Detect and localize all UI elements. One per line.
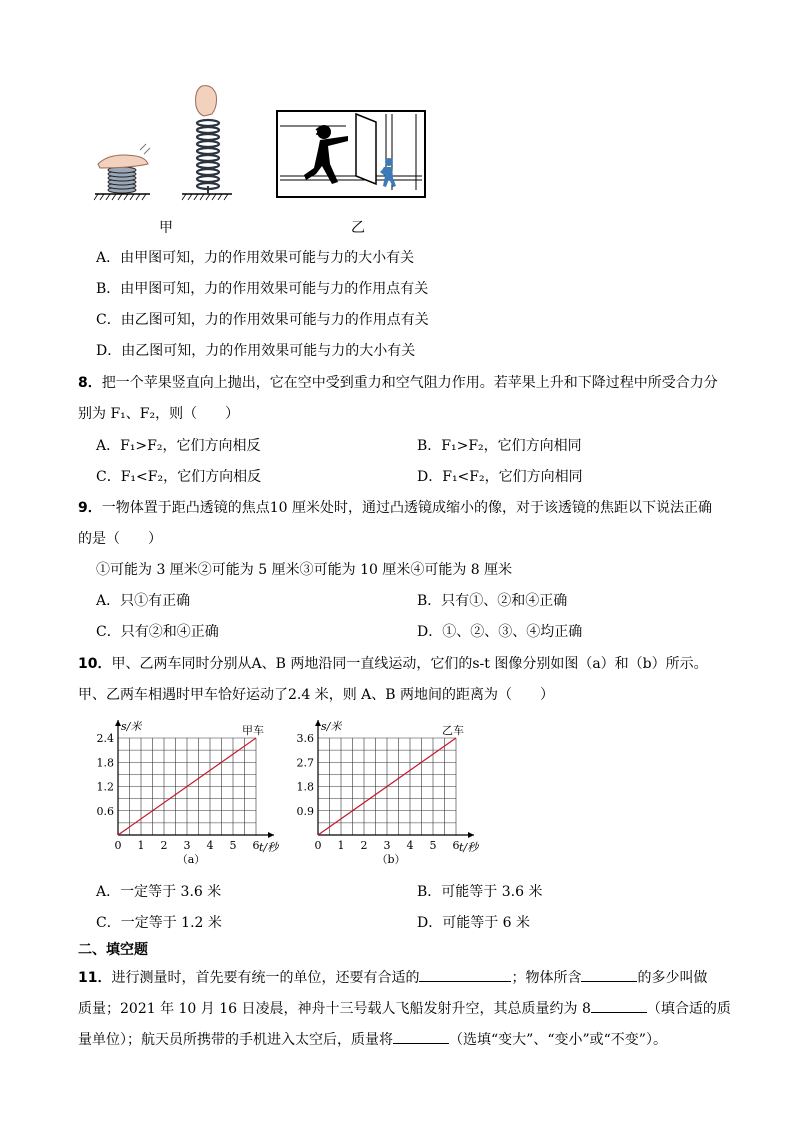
q9-statements: ①可能为 3 厘米②可能为 5 厘米③可能为 10 厘米④可能为 8 厘米 (96, 562, 513, 578)
q8-option-a: A．F₁>F₂，它们方向相反 (96, 438, 261, 454)
q11-text-1b: ；物体所含 (511, 970, 582, 986)
q9-option-c: C．只有②和④正确 (96, 624, 219, 640)
x-tick-label: 0 (314, 839, 322, 852)
y-tick-label: 3.6 (296, 732, 314, 745)
q9-text: 一物体置于距凸透镜的焦点10 厘米处时，通过凸透镜成缩小的像，对于该透镜的焦距以下说法正确 (101, 500, 713, 516)
q11-number: 11． (78, 970, 112, 986)
q8-option-b: B．F₁>F₂，它们方向相同 (417, 438, 582, 454)
y-tick-label: 1.8 (96, 756, 114, 770)
y-tick-label: 2.7 (296, 756, 314, 770)
q11-blank-3[interactable] (591, 998, 647, 1013)
chart-caption: （a） (176, 853, 206, 866)
x-tick-label: 2 (360, 839, 368, 852)
x-axis-arrow (468, 832, 474, 838)
compressed-spring-illustration (94, 144, 150, 200)
q11-line2 (78, 998, 731, 1019)
q9-number: 9． (78, 500, 102, 516)
q11-blank-2[interactable] (581, 967, 637, 982)
q8-option-c: C．F₁<F₂，它们方向相反 (96, 469, 262, 485)
q10-option-c: C．一定等于 1.2 米 (96, 915, 222, 931)
y-axis-label: s/米 (321, 720, 342, 733)
q7-option-d: D．由乙图可知，力的作用效果可能与力的大小有关 (96, 343, 416, 359)
y-tick-label: 1.2 (96, 780, 114, 794)
q9-stem-line2: 的是（ ） (78, 531, 162, 547)
q10-text: 甲、乙两车同时分别从A、B 两地沿同一直线运动，它们的s-t 图像分别如图（a）和（b）所示。 (111, 656, 708, 672)
q11-text-3b: （选填“变大”、“变小”或“不变”）。 (449, 1032, 667, 1048)
x-tick-label: 3 (383, 839, 391, 852)
y-tick-label: 0.9 (296, 804, 314, 818)
y-axis-label: s/米 (121, 720, 142, 733)
x-axis-label: t/秒 (259, 841, 279, 854)
x-tick-label: 5 (229, 839, 237, 852)
y-tick-label: 1.8 (296, 780, 314, 794)
x-tick-label: 6 (252, 839, 260, 852)
figure-jia (90, 84, 240, 202)
q9-option-a: A．只①有正确 (96, 593, 191, 609)
q7-option-c: C．由乙图可知，力的作用效果可能与力的作用点有关 (96, 312, 429, 328)
series-name-label: 甲车 (242, 724, 264, 737)
q10-stem-line1 (78, 654, 708, 674)
x-tick-label: 4 (406, 839, 414, 852)
x-axis-arrow (268, 832, 274, 838)
q8-text: 把一个苹果竖直向上抛出，它在空中受到重力和空气阻力作用。若苹果上升和下降过程中所受合力分 (101, 375, 718, 391)
q11-text-2a: 质量；2021 年 10 月 16 日凌晨，神舟十三号载人飞船发射升空，其总质量约为 8 (78, 1001, 591, 1017)
x-tick-label: 6 (452, 839, 460, 852)
figure-label-jia: 甲 (159, 220, 173, 236)
q8-option-d: D．F₁<F₂，它们方向相同 (417, 469, 583, 485)
q11-blank-4[interactable] (393, 1029, 449, 1044)
stretched-spring-illustration (182, 86, 232, 200)
q8-number: 8． (78, 375, 102, 391)
x-tick-label: 4 (206, 839, 214, 852)
chart-a-jia (88, 718, 298, 868)
q10-stem-line2: 甲、乙两车相遇时甲车恰好运动了2.4 米，则 A、B 两地间的距离为（ ） (78, 687, 555, 703)
figure-yi (276, 110, 426, 198)
x-tick-label: 5 (429, 839, 437, 852)
series-name-label: 乙车 (442, 724, 464, 737)
y-tick-label: 0.6 (96, 804, 114, 818)
q8-stem-line2: 别为 F₁、F₂，则（ ） (78, 406, 240, 422)
q10-option-a: A．一定等于 3.6 米 (96, 884, 222, 900)
q9-stem-line1 (78, 498, 712, 518)
figure-label-yi: 乙 (351, 220, 365, 236)
section-title-fill-in: 二、填空题 (78, 942, 148, 958)
x-tick-label: 1 (137, 839, 145, 852)
q11-blank-1[interactable] (419, 967, 511, 982)
x-tick-label: 2 (160, 839, 168, 852)
q11-text-2b: （填合适的质 (646, 1001, 731, 1017)
x-axis-label: t/秒 (459, 841, 479, 854)
q7-option-a: A．由甲图可知，力的作用效果可能与力的大小有关 (96, 250, 415, 266)
chart-b-yi (288, 718, 498, 868)
q8-stem-line1 (78, 373, 718, 393)
x-tick-label: 1 (337, 839, 345, 852)
q10-option-d: D．可能等于 6 米 (417, 915, 531, 931)
q11-line3 (78, 1029, 667, 1050)
q11-text-1a: 进行测量时，首先要有统一的单位，还要有合适的 (111, 970, 420, 986)
q11-text-3a: 量单位）；航天员所携带的手机进入太空后，质量将 (78, 1032, 393, 1048)
q11-line1 (78, 967, 707, 988)
y-tick-label: 2.4 (96, 732, 114, 745)
q10-number: 10． (78, 656, 112, 672)
q9-option-d: D．①、②、③、④均正确 (417, 624, 583, 640)
q7-option-b: B．由甲图可知，力的作用效果可能与力的作用点有关 (96, 281, 429, 297)
chart-caption: （b） (376, 853, 406, 866)
x-tick-label: 3 (183, 839, 191, 852)
x-tick-label: 0 (114, 839, 122, 852)
q11-text-1c: 的多少叫做 (637, 970, 708, 986)
q9-option-b: B．只有①、②和④正确 (417, 593, 568, 609)
q10-option-b: B．可能等于 3.6 米 (417, 884, 543, 900)
